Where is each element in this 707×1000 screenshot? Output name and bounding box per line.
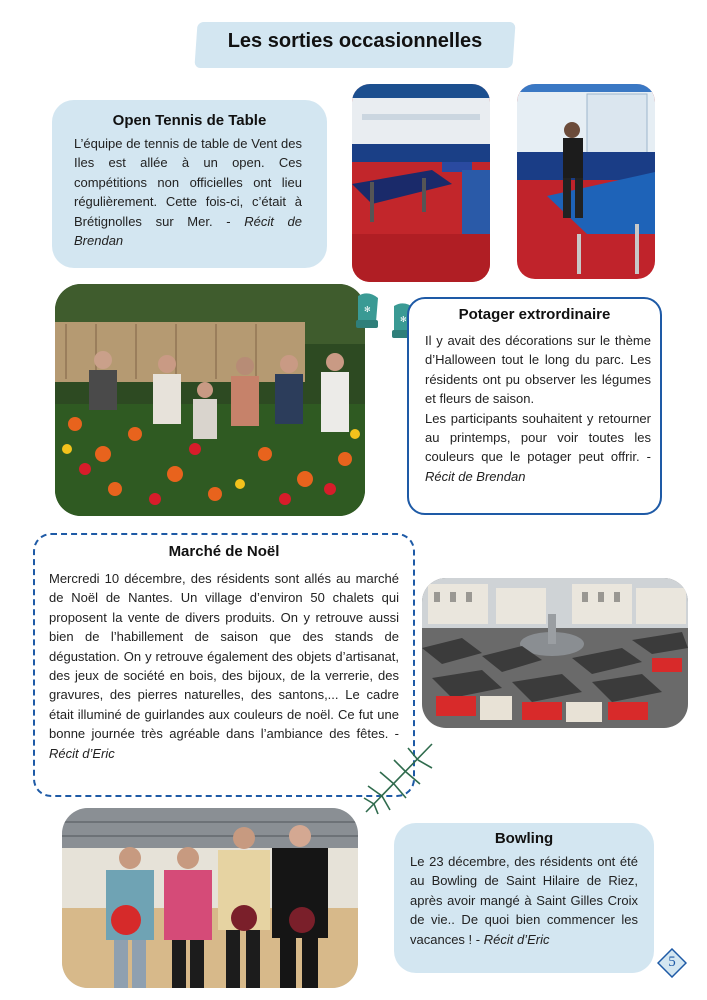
marche-title: Marché de Noël bbox=[168, 543, 280, 560]
marche-body: Mercredi 10 décembre, des résidents sont allés au marché de Noël de Nantes. Un village d’environ 50 chalets qui proposent la vente de divers produits. On y retrouve aussi bien de l’habillement de saison que des stands de dégustation. On y retrouve également des objets d’artisanat, des jeux de société en bois, des bijoux, de la verrerie, des gravures, des pierres naturelles, des santons,... Le cadre était illuminé de guirlandes aux couleurs de noël. Ce fut une bonne journée très agréable dans l’ambiance des fêtes. - bbox=[49, 571, 399, 742]
page-number: 5 bbox=[668, 954, 676, 970]
page-number-badge bbox=[657, 948, 687, 978]
bowling-body: Le 23 décembre, des résidents ont été au Bowling de Saint Hilaire de Riez, après avoir mangé à Saint Gilles Croix de vie.. De quoi bien commencer les vacances ! - bbox=[410, 854, 638, 947]
bowling-title: Bowling bbox=[494, 830, 554, 847]
tennis-photo-hall bbox=[352, 84, 490, 282]
svg-text:✻: ✻ bbox=[364, 305, 371, 314]
tennis-card bbox=[52, 100, 327, 268]
potager-card bbox=[407, 297, 662, 515]
page-title: Les sorties occasionnelles bbox=[227, 30, 483, 52]
tennis-credit: Récit de Brendan bbox=[74, 213, 302, 249]
bowling-credit: Récit d’Eric bbox=[483, 931, 550, 947]
potager-credit: Récit de Brendan bbox=[425, 468, 526, 484]
potager-body-2 bbox=[425, 409, 651, 487]
tennis-body: L’équipe de tennis de table de Vent des Iles est allée à un open. Ces compétitions non officielles ont lieu régulièrement. Cette fois-ci, c’était à Brétignolles sur Mer. - bbox=[74, 136, 302, 229]
bowling-text bbox=[410, 852, 638, 949]
marche-card bbox=[33, 533, 415, 797]
tennis-title: Open Tennis de Table bbox=[112, 112, 267, 129]
svg-text:✻: ✻ bbox=[400, 315, 407, 324]
garden-photo bbox=[55, 284, 365, 516]
potager-title: Potager extrordinaire bbox=[458, 306, 611, 323]
marche-credit: Récit d’Eric bbox=[49, 745, 115, 761]
christmas-market-photo bbox=[422, 578, 688, 728]
potager-text bbox=[425, 331, 651, 486]
tennis-text bbox=[74, 134, 302, 250]
bowling-card bbox=[394, 823, 654, 973]
bowling-photo bbox=[62, 808, 358, 988]
tennis-photo-player bbox=[517, 84, 655, 279]
potager-body-1: Il y avait des décorations sur le thème d’Halloween tout le long du parc. Les résidents ont pu observer les légumes et fleurs de saison. bbox=[425, 333, 651, 407]
pine-branch-icon bbox=[362, 738, 442, 816]
potager-body-2-text: Les participants souhaitent y retourner au printemps, pour voir toutes les couleurs que le potager peut offrir. - bbox=[425, 410, 651, 465]
marche-text bbox=[49, 569, 399, 763]
